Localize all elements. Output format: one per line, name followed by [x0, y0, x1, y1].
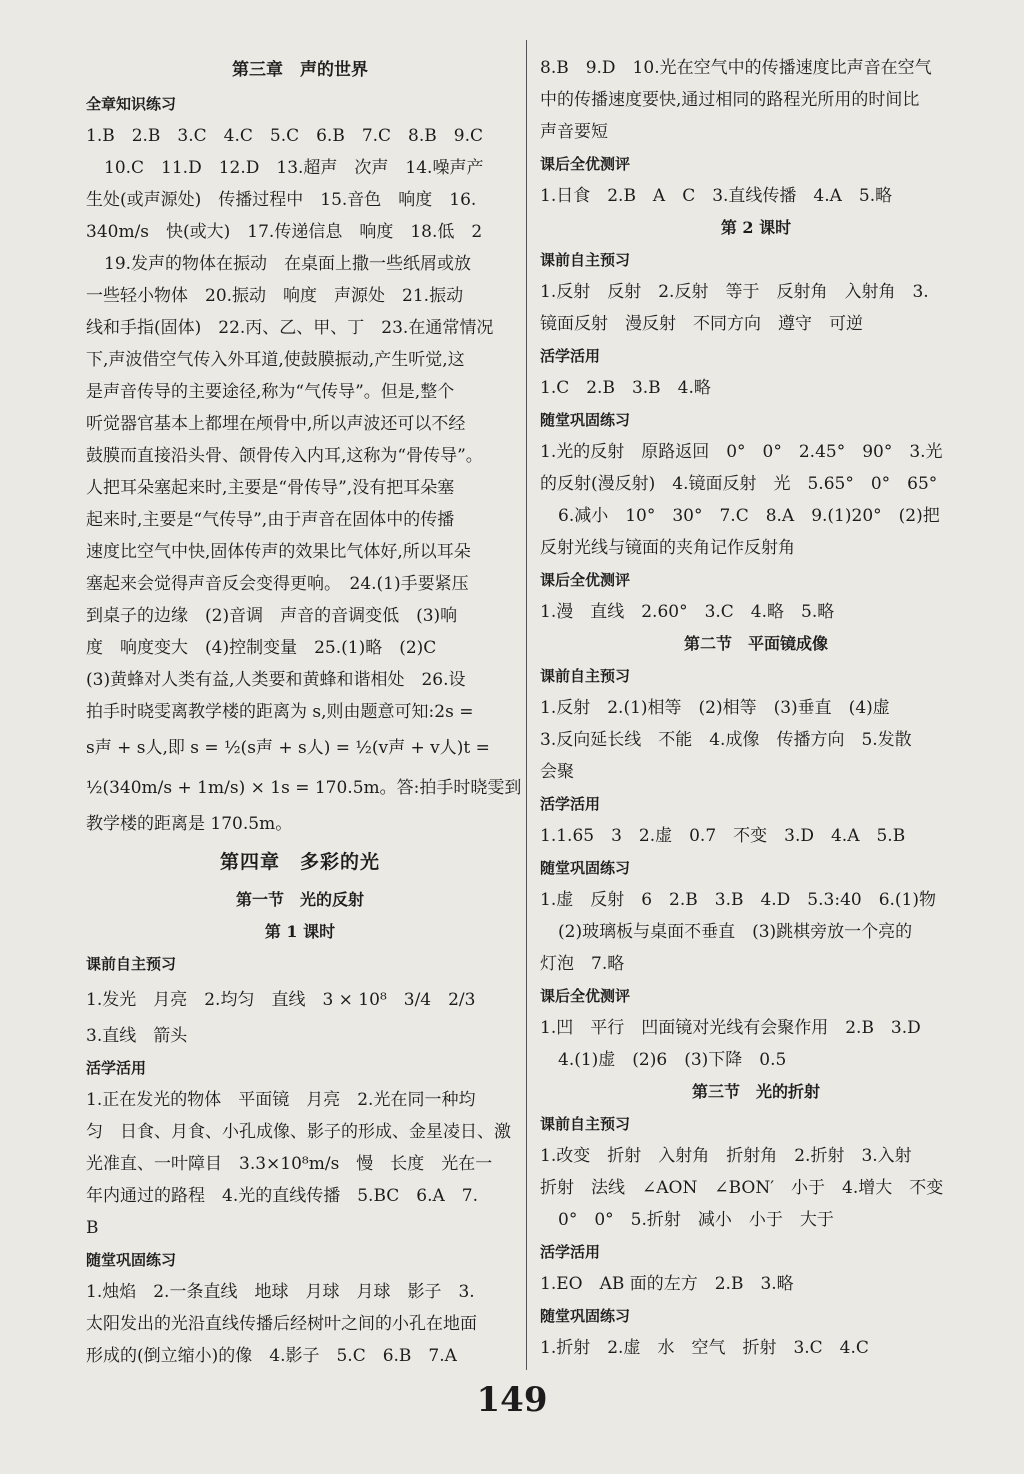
section-title: 第 1 课时: [264, 922, 336, 941]
answer-line: 声音要短: [540, 122, 608, 142]
answer-line: 是声音传导的主要途径,称为“气传导”。但是,整个: [86, 382, 455, 402]
answer-line: 0° 0° 5.折射 减小 小于 大于: [558, 1210, 834, 1230]
answer-line: (3)黄蜂对人类有益,人类要和黄蜂和谐相处 26.设: [86, 670, 466, 690]
subsection-heading: 活学活用: [540, 347, 601, 365]
answer-line: 速度比空气中快,固体传声的效果比气体好,所以耳朵: [86, 542, 471, 562]
answer-line: 拍手时晓雯离教学楼的距离为 s,则由题意可知:2s =: [86, 702, 474, 722]
answer-line: 线和手指(固体) 22.丙、乙、甲、丁 23.在通常情况: [86, 318, 494, 338]
subsection-heading: 活学活用: [540, 1243, 601, 1261]
answer-line: 1.日食 2.B A C 3.直线传播 4.A 5.略: [540, 186, 893, 206]
answer-line: 6.减小 10° 30° 7.C 8.A 9.(1)20° (2)把: [558, 506, 940, 526]
answer-line: 1.B 2.B 3.C 4.C 5.C 6.B 7.C 8.B 9.C: [86, 126, 483, 146]
subsection-heading: 课前自主预习: [540, 1115, 631, 1133]
subsection-heading: 课前自主预习: [86, 955, 177, 973]
answer-line: 1.光的反射 原路返回 0° 0° 2.45° 90° 3.光: [540, 442, 943, 462]
answer-line: 1.反射 反射 2.反射 等于 反射角 入射角 3.: [540, 282, 929, 302]
answer-line: 1.EO AB 面的左方 2.B 3.略: [540, 1274, 794, 1294]
subsection-heading: 课后全优测评: [540, 987, 631, 1005]
column-divider: [526, 40, 527, 1370]
answer-line: 听觉器官基本上都埋在颅骨中,所以声波还可以不经: [86, 414, 466, 434]
answer-line: 生处(或声源处) 传播过程中 15.音色 响度 16.: [86, 190, 477, 210]
subsection-heading: 随堂巩固练习: [86, 1251, 177, 1269]
answer-line: 到桌子的边缘 (2)音调 声音的音调变低 (3)响: [86, 606, 458, 626]
subsection-heading: 随堂巩固练习: [540, 859, 631, 877]
subsection-heading: 课前自主预习: [540, 251, 631, 269]
right-column: [540, 52, 972, 1364]
answer-line: 教学楼的距离是 170.5m。: [86, 814, 293, 834]
answer-line: 太阳发出的光沿直线传播后经树叶之间的小孔在地面: [86, 1314, 477, 1334]
left-column: [86, 52, 522, 1372]
section-title: 第三节 光的折射: [691, 1082, 820, 1101]
answer-line: 19.发声的物体在振动 在桌面上撒一些纸屑或放: [104, 254, 472, 274]
answer-line: 4.(1)虚 (2)6 (3)下降 0.5: [558, 1050, 787, 1070]
answer-line: 1.改变 折射 入射角 折射角 2.折射 3.入射: [540, 1146, 912, 1166]
formula-line: ½(340m/s + 1m/s) × 1s = 170.5m。答:拍手时晓雯到: [86, 778, 522, 798]
formula-line: s声 + s人,即 s = ½(s声 + s人) = ½(v声 + v人)t =: [86, 738, 490, 758]
section-title: 第二节 平面镜成像: [683, 634, 828, 653]
answer-line: (2)玻璃板与桌面不垂直 (3)跳棋旁放一个亮的: [558, 922, 913, 942]
answer-line: 1.1.65 3 2.虚 0.7 不变 3.D 4.A 5.B: [540, 826, 906, 846]
chapter-title: 第三章 声的世界: [232, 60, 368, 80]
formula-line: 1.发光 月亮 2.均匀 直线 3 × 10⁸ 3/4 2/3: [86, 990, 476, 1010]
answer-line: 形成的(倒立缩小)的像 4.影子 5.C 6.B 7.A: [86, 1346, 457, 1366]
subsection-heading: 活学活用: [86, 1059, 147, 1077]
answer-line: 度 响度变大 (4)控制变量 25.(1)略 (2)C: [86, 638, 437, 658]
answer-line: 反射光线与镜面的夹角记作反射角: [540, 538, 795, 558]
page-number: 149: [476, 1380, 548, 1420]
subsection-heading: 活学活用: [540, 795, 601, 813]
answer-line: 一些轻小物体 20.振动 响度 声源处 21.振动: [86, 286, 464, 306]
answer-line: 鼓膜而直接沿头骨、颌骨传入内耳,这称为“骨传导”。: [86, 446, 483, 466]
answer-line: 3.直线 箭头: [86, 1026, 188, 1046]
answer-line: 10.C 11.D 12.D 13.超声 次声 14.噪声产: [104, 158, 484, 178]
answer-line: 塞起来会觉得声音反会变得更响。 24.(1)手要紧压: [86, 574, 469, 594]
answer-line: 1.折射 2.虚 水 空气 折射 3.C 4.C: [540, 1338, 869, 1358]
subsection-heading: 课后全优测评: [540, 155, 631, 173]
answer-line: 1.漫 直线 2.60° 3.C 4.略 5.略: [540, 602, 835, 622]
answer-line: 1.反射 2.(1)相等 (2)相等 (3)垂直 (4)虚: [540, 698, 890, 718]
section-title: 第 2 课时: [720, 218, 792, 237]
chapter-title: 第四章 多彩的光: [219, 851, 380, 873]
answer-line: 1.C 2.B 3.B 4.略: [540, 378, 711, 398]
answer-line: 下,声波借空气传入外耳道,使鼓膜振动,产生听觉,这: [86, 350, 465, 370]
answer-line: 起来时,主要是“气传导”,由于声音在固体中的传播: [86, 510, 455, 530]
answer-line: 镜面反射 漫反射 不同方向 遵守 可逆: [540, 314, 863, 334]
answer-line: 光准直、一叶障目 3.3×10⁸m/s 慢 长度 光在一: [86, 1154, 493, 1174]
answer-line: 会聚: [540, 762, 574, 782]
subsection-heading: 课后全优测评: [540, 571, 631, 589]
answer-line: 1.正在发光的物体 平面镜 月亮 2.光在同一种均: [86, 1090, 476, 1110]
answer-line: 1.虚 反射 6 2.B 3.B 4.D 5.3:40 6.(1)物: [540, 890, 937, 910]
answer-line: 1.凹 平行 凹面镜对光线有会聚作用 2.B 3.D: [540, 1018, 921, 1038]
subsection-heading: 随堂巩固练习: [540, 1307, 631, 1325]
answer-line: 折射 法线 ∠AON ∠BON′ 小于 4.增大 不变: [540, 1178, 944, 1198]
answer-line: 人把耳朵塞起来时,主要是“骨传导”,没有把耳朵塞: [86, 478, 455, 498]
answer-line: 340m/s 快(或大) 17.传递信息 响度 18.低 2: [86, 222, 483, 242]
answer-line: 年内通过的路程 4.光的直线传播 5.BC 6.A 7.: [86, 1186, 478, 1206]
answer-line: 8.B 9.D 10.光在空气中的传播速度比声音在空气: [540, 58, 932, 78]
answer-line: 1.烛焰 2.一条直线 地球 月球 月球 影子 3.: [86, 1282, 475, 1302]
answer-line: 匀 日食、月食、小孔成像、影子的形成、金星凌日、激: [86, 1122, 511, 1142]
answer-line: B: [86, 1218, 99, 1238]
subsection-heading: 随堂巩固练习: [540, 411, 631, 429]
answer-line: 的反射(漫反射) 4.镜面反射 光 5.65° 0° 65°: [540, 474, 938, 494]
section-title: 第一节 光的反射: [235, 890, 364, 909]
subsection-heading: 课前自主预习: [540, 667, 631, 685]
subsection-heading: 全章知识练习: [86, 95, 177, 113]
answer-line: 灯泡 7.略: [540, 954, 625, 974]
answer-line: 3.反向延长线 不能 4.成像 传播方向 5.发散: [540, 730, 912, 750]
answer-line: 中的传播速度要快,通过相同的路程光所用的时间比: [540, 90, 920, 110]
